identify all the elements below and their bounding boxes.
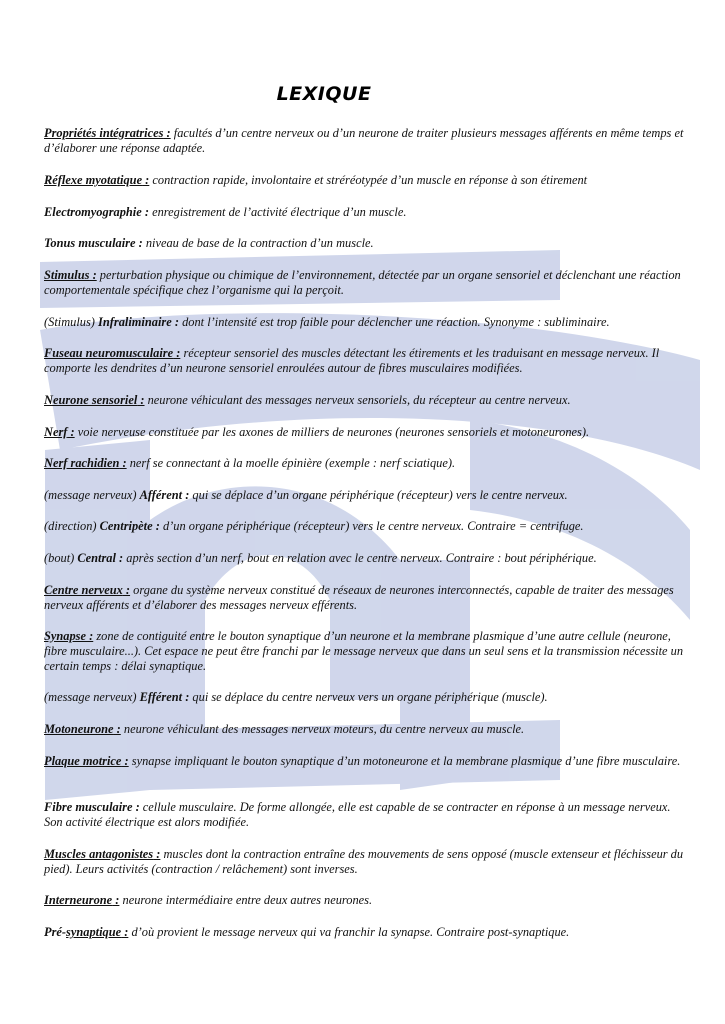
entry-term-word: Efférent bbox=[139, 690, 183, 704]
glossary-entry bbox=[44, 236, 684, 251]
entry-term-prefix: Pré- bbox=[44, 925, 67, 939]
glossary-entry bbox=[44, 205, 684, 220]
entry-term-word: Central bbox=[77, 551, 116, 565]
entry-term-word: Afférent bbox=[139, 488, 183, 502]
entry-colon: : bbox=[122, 583, 131, 597]
entry-term-word: Nerf bbox=[44, 425, 68, 439]
entry-term bbox=[44, 126, 171, 140]
entry-colon: : bbox=[173, 346, 181, 360]
entry-colon: : bbox=[141, 205, 149, 219]
entry-term bbox=[100, 519, 160, 533]
entry-term bbox=[44, 268, 97, 282]
entry-definition: neurone véhiculant des messages nerveux sensoriels, du récepteur au centre nerveux. bbox=[144, 393, 571, 407]
entry-definition: après section d’un nerf, bout en relation avec le centre nerveux. Contraire : bout périphérique. bbox=[123, 551, 597, 565]
entry-colon: : bbox=[171, 315, 179, 329]
entry-term bbox=[44, 800, 140, 814]
entry-term bbox=[44, 236, 143, 250]
entry-term-word: Centripète bbox=[99, 519, 153, 533]
glossary-entry bbox=[44, 629, 684, 675]
entry-term bbox=[44, 754, 129, 768]
glossary-entry bbox=[44, 425, 684, 440]
entry-term bbox=[44, 893, 119, 907]
entry-definition: enregistrement de l’activité électrique d’un muscle. bbox=[148, 205, 407, 219]
entry-colon: : bbox=[113, 722, 121, 736]
glossary-entry bbox=[44, 690, 684, 705]
entry-definition: neurone véhiculant des messages nerveux moteurs, du centre nerveux au muscle. bbox=[120, 722, 525, 736]
entry-colon: : bbox=[142, 173, 150, 187]
entry-term bbox=[44, 346, 180, 360]
entry-term-word: Réflexe myotatique bbox=[44, 173, 143, 187]
entry-term-word: Interneurone bbox=[44, 893, 113, 907]
entry-term bbox=[44, 393, 145, 407]
entry-colon: : bbox=[182, 690, 190, 704]
entry-definition: neurone intermédiaire entre deux autres neurones. bbox=[119, 893, 373, 907]
entry-colon: : bbox=[86, 629, 94, 643]
glossary-entry bbox=[44, 346, 684, 376]
entry-definition: muscles dont la contraction entraîne des mouvements de sens opposé (muscle extenseur et fléchisseur du pied). Leurs activités (contraction / relâchement) sont inverses. bbox=[44, 847, 684, 877]
entry-term bbox=[44, 925, 128, 939]
glossary-entry bbox=[44, 519, 684, 534]
entry-colon: : bbox=[67, 425, 75, 439]
entry-term-word: Tonus musculaire bbox=[44, 236, 136, 250]
entry-definition: qui se déplace du centre nerveux vers un organe périphérique (muscle). bbox=[189, 690, 548, 704]
entry-definition: facultés d’un centre nerveux ou d’un neurone de traiter plusieurs messages afférents en même temps et d’élaborer une réponse adaptée. bbox=[44, 126, 684, 156]
glossary-entry bbox=[44, 126, 684, 156]
entry-term-word: Infraliminaire bbox=[98, 315, 172, 329]
glossary-entry bbox=[44, 722, 684, 737]
entry-term bbox=[98, 315, 179, 329]
entry-term-word: Stimulus bbox=[44, 268, 90, 282]
entry-term bbox=[44, 425, 75, 439]
entry-term-word: Motoneurone bbox=[44, 722, 114, 736]
glossary-entry bbox=[44, 456, 684, 471]
glossary-entry bbox=[44, 315, 684, 330]
entry-definition: d’un organe périphérique (récepteur) vers le centre nerveux. Contraire = centrifuge. bbox=[159, 519, 584, 533]
glossary-entry bbox=[44, 800, 684, 830]
glossary-entry bbox=[44, 893, 684, 908]
glossary-entry bbox=[44, 173, 684, 188]
entry-term bbox=[44, 173, 149, 187]
entry-term-word: Plaque motrice bbox=[44, 754, 122, 768]
glossary-entry bbox=[44, 551, 684, 566]
glossary-entry bbox=[44, 847, 684, 877]
entry-term-word: Synapse bbox=[44, 629, 86, 643]
glossary-entry bbox=[44, 925, 684, 940]
entry-definition: contraction rapide, involontaire et stréréotypée d’un muscle en réponse à son étirement bbox=[149, 173, 588, 187]
entry-qualifier: (direction) bbox=[44, 519, 100, 533]
entry-colon: : bbox=[119, 456, 127, 470]
entry-definition: organe du système nerveux constitué de réseaux de neurones interconnectés, capable de traiter des messages nerveux afférents et d’élaborer des messages nerveux efférents. bbox=[44, 583, 674, 613]
entry-term bbox=[140, 690, 190, 704]
entry-term-word: Muscles antagonistes bbox=[44, 847, 154, 861]
entry-term-word: Propriétés intégratrices bbox=[44, 126, 164, 140]
entry-term bbox=[44, 205, 149, 219]
glossary-entry bbox=[44, 268, 684, 298]
entry-definition: récepteur sensoriel des muscles détectant les étirements et les traduisant en message nerveux. Il comporte les dendrites d’un neurone sensoriel enroulées autour de fibres musculaires modifiées. bbox=[44, 346, 660, 376]
entry-term bbox=[140, 488, 190, 502]
entry-colon: : bbox=[89, 268, 97, 282]
entry-qualifier: (message nerveux) bbox=[44, 690, 140, 704]
entry-definition: nerf se connectant à la moelle épinière (exemple : nerf sciatique). bbox=[126, 456, 456, 470]
entry-term-word: Fibre musculaire bbox=[44, 800, 133, 814]
entry-colon: : bbox=[182, 488, 190, 502]
entry-term bbox=[44, 583, 130, 597]
entry-definition: synapse impliquant le bouton synaptique d’un motoneurone et la membrane plasmique d’une fibre musculaire. bbox=[128, 754, 681, 768]
entry-term bbox=[44, 847, 160, 861]
entry-term-word: Fuseau neuromusculaire bbox=[44, 346, 174, 360]
entry-colon: : bbox=[121, 925, 129, 939]
entry-definition: dont l’intensité est trop faible pour déclencher une réaction. Synonyme : subliminaire. bbox=[178, 315, 610, 329]
entry-definition: qui se déplace d’un organe périphérique (récepteur) vers le centre nerveux. bbox=[189, 488, 568, 502]
entry-colon: : bbox=[132, 800, 140, 814]
entry-definition: zone de contiguité entre le bouton synaptique d’un neurone et la membrane plasmique d’une autre cellule (neurone, fibre musculaire...). Cet espace ne peut être franchi par le message nerveux que dans un seul sens et la transmission nécessite un certain temps : délai synaptique. bbox=[44, 629, 684, 674]
entry-definition: perturbation physique ou chimique de l’environnement, détectée par un organe sensoriel et déclenchant une réaction comportementale spécifique chez l’organisme qui la perçoit. bbox=[44, 268, 681, 298]
entry-term bbox=[44, 456, 127, 470]
entry-term-word: Electromyographie bbox=[44, 205, 142, 219]
entry-definition: voie nerveuse constituée par les axones de milliers de neurones (neurones sensoriels et motoneurones). bbox=[74, 425, 590, 439]
entry-definition: niveau de base de la contraction d’un muscle. bbox=[142, 236, 374, 250]
glossary-entry bbox=[44, 393, 684, 408]
entry-term-word: Neurone sensoriel bbox=[44, 393, 138, 407]
glossary-entry bbox=[44, 754, 684, 769]
entry-qualifier: (bout) bbox=[44, 551, 78, 565]
entry-term bbox=[44, 722, 121, 736]
entry-definition: d’où provient le message nerveux qui va franchir la synapse. Contraire post-synaptique. bbox=[128, 925, 570, 939]
entry-term-word: Nerf rachidien bbox=[44, 456, 120, 470]
entry-colon: : bbox=[135, 236, 143, 250]
entry-colon: : bbox=[163, 126, 171, 140]
entry-term-word: Centre nerveux bbox=[44, 583, 123, 597]
entry-colon: : bbox=[112, 893, 120, 907]
entry-colon: : bbox=[115, 551, 124, 565]
glossary-entry bbox=[44, 488, 684, 503]
entry-definition: cellule musculaire. De forme allongée, elle est capable de se contracter en réponse à un message nerveux. Son activité électrique est alors modifiée. bbox=[44, 800, 671, 830]
entry-term-word: synaptique bbox=[66, 925, 122, 939]
page-title: LEXIQUE bbox=[276, 83, 372, 105]
entry-colon: : bbox=[121, 754, 129, 768]
entry-colon: : bbox=[152, 519, 160, 533]
entry-colon: : bbox=[137, 393, 145, 407]
entry-qualifier: (Stimulus) bbox=[44, 315, 99, 329]
entry-qualifier: (message nerveux) bbox=[44, 488, 140, 502]
entry-term bbox=[77, 551, 123, 565]
glossary-entry bbox=[44, 583, 684, 613]
entry-term bbox=[44, 629, 93, 643]
entry-colon: : bbox=[153, 847, 161, 861]
